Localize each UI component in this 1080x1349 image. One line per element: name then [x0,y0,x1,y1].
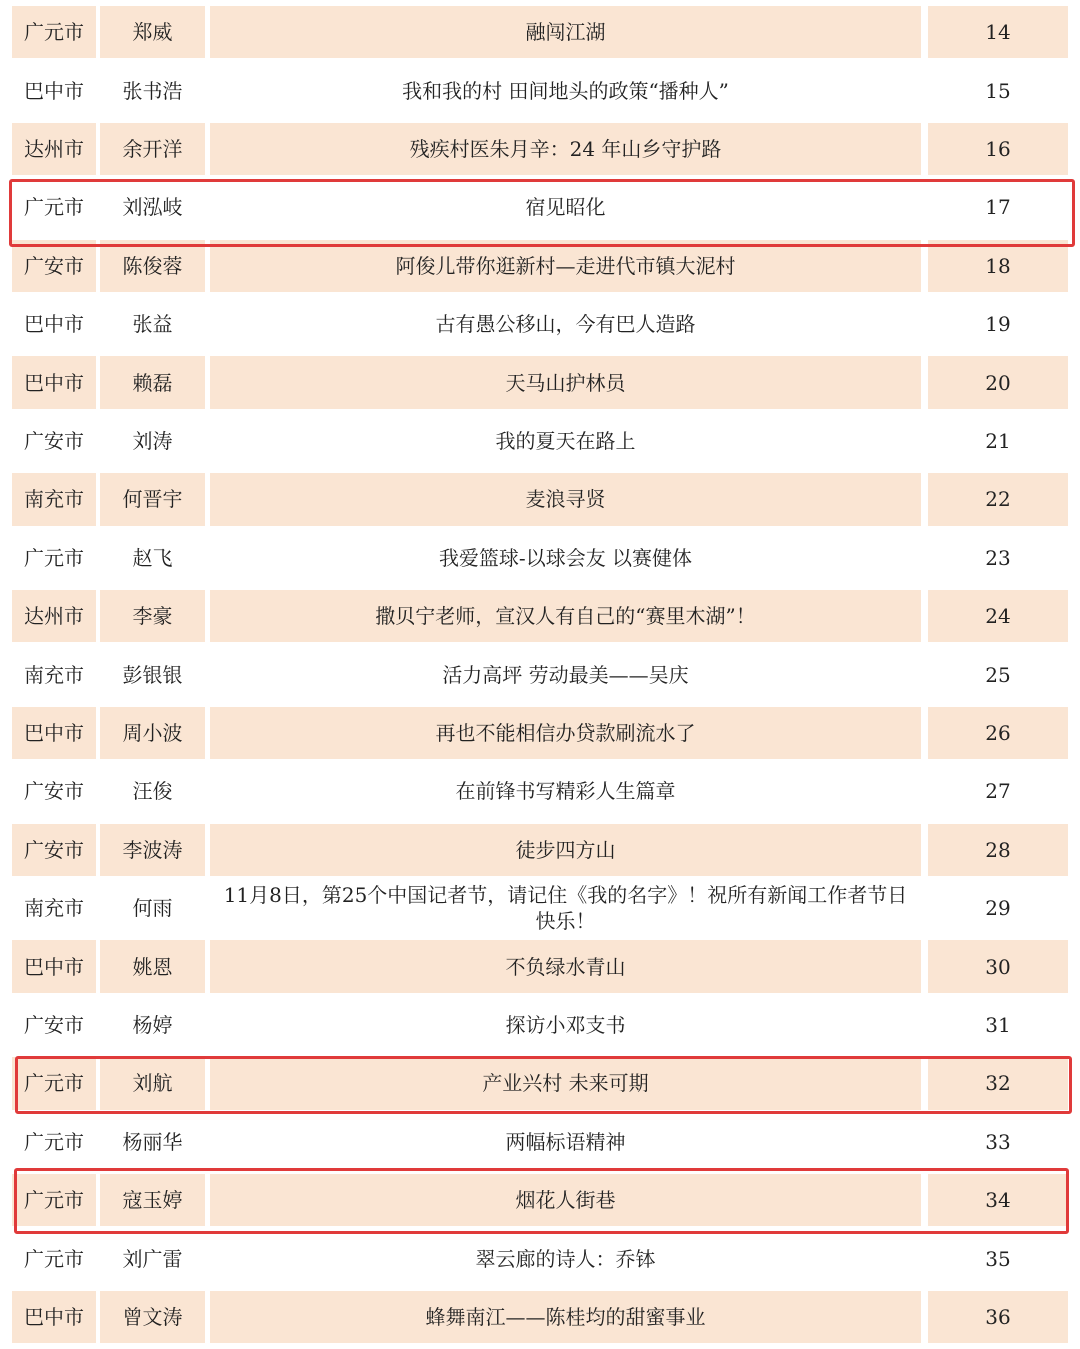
title-cell: 烟花人街巷 [210,1174,921,1226]
name-cell: 姚恩 [100,940,205,992]
title-cell: 阿俊儿带你逛新村—走进代市镇大泥村 [210,240,921,292]
name-cell: 刘广雷 [122,1246,183,1271]
name-cell: 何晋宇 [100,473,205,525]
name-cell: 余开洋 [100,123,205,175]
title-cell: 融闯江湖 [210,6,921,58]
city-cell: 广安市 [12,240,96,292]
name-cell: 陈俊蓉 [100,240,205,292]
title-cell: 古有愚公移山，今有巴人造路 [435,312,696,337]
number-cell: 30 [928,940,1068,992]
title-cell: 我和我的村 田间地头的政策“播种人” [402,78,729,103]
title-cell: 活力高坪 劳动最美——吴庆 [442,662,689,687]
number-cell: 17 [985,195,1011,220]
name-cell: 李豪 [100,590,205,642]
table-row [10,704,1070,762]
table-row [10,529,1070,587]
table-row [10,178,1070,236]
table-row [10,295,1070,353]
city-cell: 巴中市 [12,356,96,408]
table-row [10,879,1070,937]
city-cell: 广元市 [24,195,84,220]
title-cell: 徒步四方山 [210,824,921,876]
number-cell: 22 [928,473,1068,525]
number-cell: 15 [985,78,1011,103]
title-cell: 宿见昭化 [525,195,606,220]
city-cell: 广安市 [24,779,84,804]
table-row [10,1171,1070,1229]
table-row [10,821,1070,879]
number-cell: 23 [985,545,1011,570]
city-cell: 广元市 [12,6,96,58]
number-cell: 31 [985,1012,1011,1037]
table-row [10,1113,1070,1171]
title-cell: 不负绿水青山 [210,940,921,992]
name-cell: 杨婷 [132,1012,173,1037]
name-cell: 曾文涛 [100,1291,205,1343]
city-cell: 巴中市 [12,940,96,992]
number-cell: 26 [928,707,1068,759]
name-cell: 何雨 [132,896,173,921]
table-row [10,1054,1070,1112]
title-cell: 撒贝宁老师，宣汉人有自己的“赛里木湖”！ [210,590,921,642]
table-row [10,587,1070,645]
title-cell: 探访小邓支书 [505,1012,626,1037]
table-row [10,3,1070,61]
name-cell: 李波涛 [100,824,205,876]
title-cell: 我爱篮球-以球会友 以赛健体 [438,545,693,570]
title-cell: 麦浪寻贤 [210,473,921,525]
name-cell: 刘涛 [132,428,173,453]
table-row [10,937,1070,995]
table-row [10,412,1070,470]
number-cell: 27 [985,779,1011,804]
table-row [10,645,1070,703]
table-row [10,1229,1070,1287]
city-cell: 广安市 [24,1012,84,1037]
number-cell: 34 [928,1174,1068,1226]
number-cell: 32 [928,1057,1068,1109]
name-cell: 张书浩 [122,78,183,103]
city-cell: 广元市 [24,1246,84,1271]
city-cell: 南充市 [12,473,96,525]
city-cell: 南充市 [24,662,84,687]
table-row [10,120,1070,178]
name-cell: 杨丽华 [122,1129,183,1154]
name-cell: 寇玉婷 [100,1174,205,1226]
table-row [10,996,1070,1054]
number-cell: 25 [985,662,1011,687]
title-cell: 我的夏天在路上 [495,428,636,453]
name-cell: 汪俊 [132,779,173,804]
city-cell: 广安市 [24,428,84,453]
table-row [10,353,1070,411]
city-cell: 巴中市 [24,312,84,337]
name-cell: 周小波 [100,707,205,759]
city-cell: 广元市 [24,545,84,570]
city-cell: 广元市 [12,1174,96,1226]
title-cell: 残疾村医朱月辛：24 年山乡守护路 [210,123,921,175]
title-cell: 再也不能相信办贷款刷流水了 [210,707,921,759]
name-cell: 彭银银 [122,662,183,687]
name-cell: 郑威 [100,6,205,58]
number-cell: 21 [985,428,1011,453]
city-cell: 巴中市 [24,78,84,103]
title-cell: 两幅标语精神 [505,1129,626,1154]
number-cell: 24 [928,590,1068,642]
number-cell: 19 [985,312,1011,337]
city-cell: 达州市 [12,590,96,642]
number-cell: 28 [928,824,1068,876]
number-cell: 16 [928,123,1068,175]
city-cell: 巴中市 [12,707,96,759]
title-cell: 翠云廊的诗人：乔钵 [475,1246,656,1271]
title-cell: 天马山护林员 [210,356,921,408]
city-cell: 巴中市 [12,1291,96,1343]
name-cell: 赵飞 [132,545,173,570]
title-cell: 蜂舞南江——陈桂均的甜蜜事业 [210,1291,921,1343]
city-cell: 广元市 [12,1057,96,1109]
city-cell: 广元市 [24,1129,84,1154]
title-cell: 产业兴村 未来可期 [210,1057,921,1109]
table-row [10,61,1070,119]
number-cell: 33 [985,1129,1011,1154]
city-cell: 广安市 [12,824,96,876]
number-cell: 20 [928,356,1068,408]
name-cell: 刘航 [100,1057,205,1109]
table-row [10,237,1070,295]
title-cell: 11月8日，第25个中国记者节，请记住《我的名字》！祝所有新闻工作者节日快乐！ [223,883,908,934]
number-cell: 35 [985,1246,1011,1271]
name-cell: 赖磊 [100,356,205,408]
title-cell: 在前锋书写精彩人生篇章 [455,779,676,804]
number-cell: 14 [928,6,1068,58]
name-cell: 张益 [132,312,173,337]
table-row [10,470,1070,528]
table-row [10,762,1070,820]
number-cell: 18 [928,240,1068,292]
city-cell: 南充市 [24,896,84,921]
name-cell: 刘泓岐 [122,195,183,220]
number-cell: 29 [985,896,1011,921]
number-cell: 36 [928,1291,1068,1343]
city-cell: 达州市 [12,123,96,175]
table-row [10,1288,1070,1346]
